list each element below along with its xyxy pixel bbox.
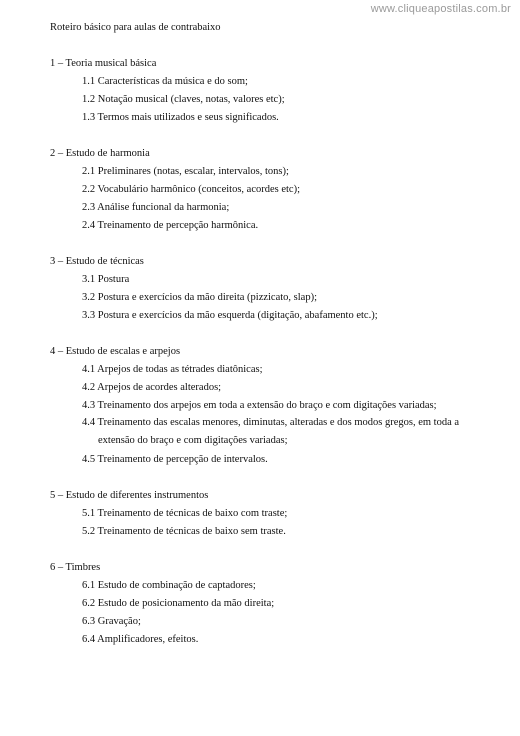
list-item-1-2: 1.2 Notação musical (claves, notas, valores etc); (82, 94, 285, 105)
list-item-4-4-line-1: 4.4 Treinamento das escalas menores, diminutas, alteradas e dos modos gregos, em toda a (82, 417, 460, 428)
list-item-3-1: 3.1 Postura (82, 274, 130, 285)
list-item-2-3: 2.3 Análise funcional da harmonia; (82, 202, 230, 213)
list-item-6-3: 6.3 Gravação; (82, 616, 141, 627)
list-item-4-4-line-2: extensão do braço e com digitações variadas; (98, 435, 288, 446)
list-item-1-1: 1.1 Características da música e do som; (82, 76, 248, 87)
list-item-4-3: 4.3 Treinamento dos arpejos em toda a extensão do braço e com digitações variadas; (82, 400, 437, 411)
list-item-2-2: 2.2 Vocabulário harmônico (conceitos, acordes etc); (82, 184, 300, 195)
list-item-4-1: 4.1 Arpejos de todas as tétrades diatônicas; (82, 364, 263, 375)
list-item-2-1: 2.1 Preliminares (notas, escalar, intervalos, tons); (82, 166, 289, 177)
list-item-3-3: 3.3 Postura e exercícios da mão esquerda (digitação, abafamento etc.); (82, 310, 378, 321)
list-item-4-2: 4.2 Arpejos de acordes alterados; (82, 382, 222, 393)
list-item-3-2: 3.2 Postura e exercícios da mão direita (pizzicato, slap); (82, 292, 317, 303)
list-item-5-1: 5.1 Treinamento de técnicas de baixo com traste; (82, 508, 288, 519)
list-item-6-2: 6.2 Estudo de posicionamento da mão direita; (82, 598, 275, 609)
section-title-3: 3 – Estudo de técnicas (50, 256, 144, 267)
list-item-4-5: 4.5 Treinamento de percepção de intervalos. (82, 454, 268, 465)
section-title-1: 1 – Teoria musical básica (50, 58, 157, 69)
section-title-2: 2 – Estudo de harmonia (50, 148, 150, 159)
list-item-5-2: 5.2 Treinamento de técnicas de baixo sem traste. (82, 526, 286, 537)
list-item-1-3: 1.3 Termos mais utilizados e seus significados. (82, 112, 279, 123)
site-watermark: www.cliqueapostilas.com.br (370, 3, 511, 15)
list-item-2-4: 2.4 Treinamento de percepção harmônica. (82, 220, 259, 231)
section-title-4: 4 – Estudo de escalas e arpejos (50, 346, 181, 357)
section-title-5: 5 – Estudo de diferentes instrumentos (50, 490, 209, 501)
list-item-6-4: 6.4 Amplificadores, efeitos. (82, 634, 199, 645)
list-item-4-4 (82, 414, 482, 450)
document-title: Roteiro básico para aulas de contrabaixo (50, 22, 221, 33)
list-item-6-1: 6.1 Estudo de combinação de captadores; (82, 580, 256, 591)
section-title-6: 6 – Timbres (50, 562, 101, 573)
